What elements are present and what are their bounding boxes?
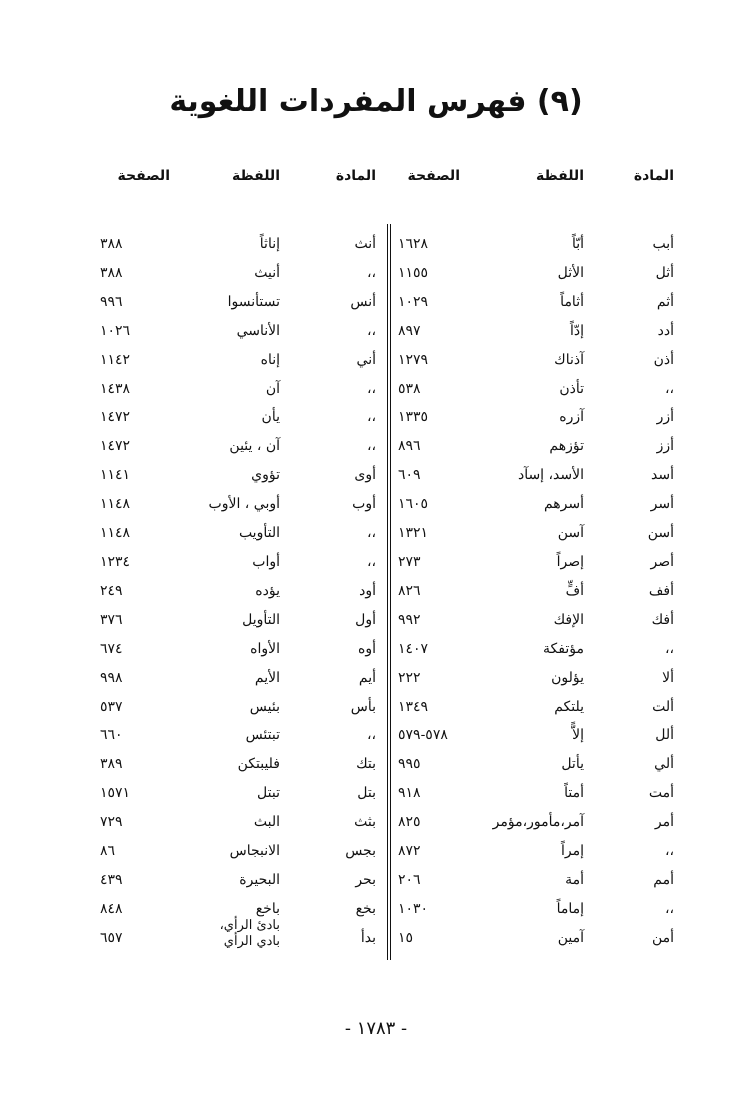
entry-page: ١٢٣٤ bbox=[100, 553, 131, 570]
header-page: الصفحة bbox=[407, 168, 460, 184]
entry-word: أوبي ، الأوب bbox=[208, 496, 280, 513]
header-word: اللفظة bbox=[536, 168, 584, 184]
entry-page: ٩٩٢ bbox=[398, 611, 421, 628]
entry-page: ٦٧٤ bbox=[100, 640, 123, 657]
entry-root: أذن bbox=[653, 351, 674, 368]
entry-root: ،، bbox=[366, 264, 376, 281]
index-entry bbox=[100, 635, 386, 664]
entry-word: آمين bbox=[557, 929, 584, 946]
index-entry bbox=[100, 403, 386, 432]
entry-page: ٥٧٨-٥٧٩ bbox=[398, 727, 448, 744]
entry-page: ١٣٣٥ bbox=[398, 409, 429, 426]
entry-word: فليبتكن bbox=[237, 756, 280, 773]
index-entry bbox=[100, 664, 386, 693]
index-entry bbox=[100, 375, 386, 404]
entry-root: أمم bbox=[653, 871, 674, 888]
header-root: المادة bbox=[633, 168, 674, 184]
entry-page: ١٠٢٦ bbox=[100, 322, 131, 339]
entry-root: ،، bbox=[664, 380, 674, 397]
entry-root: أمر bbox=[654, 814, 674, 831]
index-entry bbox=[398, 866, 674, 895]
entry-page: ١٢٧٩ bbox=[398, 351, 429, 368]
index-entry bbox=[398, 606, 674, 635]
entry-page: ١٠٢٩ bbox=[398, 293, 429, 310]
entry-page: ١١٥٥ bbox=[398, 264, 429, 281]
index-entry bbox=[100, 779, 386, 808]
entry-root: أمت bbox=[648, 785, 674, 802]
entry-root: بثث bbox=[354, 814, 376, 831]
header-root: المادة bbox=[335, 168, 376, 184]
entry-page: ١٣٤٩ bbox=[398, 698, 429, 715]
entry-page: ٩٩٥ bbox=[398, 756, 421, 773]
index-entry bbox=[398, 721, 674, 750]
entry-root: ،، bbox=[366, 553, 376, 570]
entry-root: أدد bbox=[657, 322, 674, 339]
entry-word: البث bbox=[253, 814, 280, 831]
entry-word: مؤتفكة bbox=[543, 640, 584, 657]
entry-root: بحر bbox=[355, 871, 376, 888]
index-entry bbox=[100, 721, 386, 750]
entry-root: أسد bbox=[651, 467, 674, 484]
entry-page: ٨٤٨ bbox=[100, 900, 123, 917]
entry-root: أني bbox=[356, 351, 376, 368]
entry-page: ٢٤٩ bbox=[100, 582, 123, 599]
column-divider bbox=[387, 224, 391, 960]
entry-root: ،، bbox=[366, 438, 376, 455]
entry-root: بتل bbox=[357, 785, 376, 802]
entry-word: باخع bbox=[255, 900, 280, 917]
index-entry bbox=[398, 519, 674, 548]
index-entry bbox=[100, 288, 386, 317]
entry-page: ١١٤١ bbox=[100, 467, 131, 484]
entry-root: أنث bbox=[354, 236, 376, 252]
index-entry bbox=[398, 230, 674, 259]
entry-word: أمتاً bbox=[564, 785, 584, 802]
index-entry bbox=[100, 548, 386, 577]
index-entry bbox=[100, 693, 386, 722]
entry-page: ١٤٣٨ bbox=[100, 380, 131, 397]
entry-word: التأويل bbox=[242, 611, 280, 628]
entry-root: بجس bbox=[345, 843, 376, 860]
entry-root: أوه bbox=[358, 640, 376, 657]
entry-word: الأواه bbox=[250, 640, 280, 657]
entry-root: أنس bbox=[350, 293, 376, 310]
entry-page: ٨٢٦ bbox=[398, 582, 421, 599]
entry-page: ٨٧٢ bbox=[398, 843, 421, 860]
entry-root: أفك bbox=[651, 611, 674, 628]
entry-word: بادئ الرأي، بادي الرأي bbox=[219, 917, 280, 949]
index-entry bbox=[398, 750, 674, 779]
column-header bbox=[398, 162, 674, 190]
index-entry bbox=[398, 577, 674, 606]
header-word: اللفظة bbox=[232, 168, 280, 184]
entry-word: الانبجاس bbox=[229, 843, 280, 860]
entry-word: أسرهم bbox=[543, 496, 584, 513]
index-entry bbox=[398, 432, 674, 461]
entry-root: أوى bbox=[354, 467, 376, 484]
entry-root: ،، bbox=[366, 727, 376, 744]
entry-root: أول bbox=[355, 611, 376, 628]
entry-root: ،، bbox=[664, 640, 674, 657]
entry-page: ١١٤٨ bbox=[100, 525, 131, 542]
entry-root: بدأ bbox=[360, 929, 376, 946]
entry-page: ١٤٠٧ bbox=[398, 640, 429, 657]
index-entry bbox=[398, 317, 674, 346]
entry-root: أثم bbox=[656, 293, 674, 310]
entry-word: إدّاً bbox=[569, 322, 584, 339]
index-entry bbox=[398, 779, 674, 808]
entry-word: إلاًّ bbox=[572, 727, 584, 744]
index-entry bbox=[100, 346, 386, 375]
index-entry bbox=[398, 635, 674, 664]
entry-root: ألل bbox=[655, 727, 674, 744]
entry-page: ٩٩٦ bbox=[100, 293, 123, 310]
entry-page: ٢٢٢ bbox=[398, 669, 421, 686]
entry-word: التأويب bbox=[238, 525, 280, 542]
entry-word: يأن bbox=[261, 409, 280, 426]
entry-root: ألت bbox=[652, 698, 674, 715]
entry-root: أيم bbox=[358, 669, 376, 686]
entry-page: ٨٩٦ bbox=[398, 438, 421, 455]
entry-root: ،، bbox=[366, 525, 376, 542]
entry-root: أود bbox=[359, 582, 376, 599]
index-entry bbox=[398, 375, 674, 404]
index-entry bbox=[398, 693, 674, 722]
entry-word: آزره bbox=[559, 409, 584, 426]
entry-root: بتك bbox=[356, 756, 376, 773]
entry-word: أبّاً bbox=[571, 236, 584, 252]
index-entry bbox=[398, 895, 674, 924]
index-column-left bbox=[100, 162, 386, 962]
index-entry bbox=[100, 490, 386, 519]
entry-word: آن ، يئين bbox=[229, 438, 280, 455]
entry-page: ٨٦ bbox=[100, 843, 116, 860]
entry-root: ،، bbox=[366, 380, 376, 397]
entry-word: أمة bbox=[565, 871, 584, 888]
index-entry bbox=[100, 317, 386, 346]
entry-root: أثل bbox=[655, 264, 674, 281]
entry-page: ١٤٧٢ bbox=[100, 438, 131, 455]
entry-root: أوب bbox=[352, 496, 376, 513]
entry-page: ٣٨٩ bbox=[100, 756, 123, 773]
entry-root: أصر bbox=[650, 553, 674, 570]
entry-word: إناثاً bbox=[259, 236, 280, 252]
page-number: - ١٧٨٣ - bbox=[344, 1018, 408, 1039]
entry-word: إماماً bbox=[556, 900, 584, 917]
entry-page: ٩١٨ bbox=[398, 785, 421, 802]
entry-page: ١١٤٨ bbox=[100, 496, 131, 513]
entry-word: يأتل bbox=[561, 756, 584, 773]
index-entry bbox=[100, 259, 386, 288]
entry-root: بخع bbox=[355, 900, 376, 917]
index-entry bbox=[398, 288, 674, 317]
index-entry bbox=[100, 750, 386, 779]
index-entry bbox=[100, 519, 386, 548]
entry-word: تأذن bbox=[559, 380, 584, 397]
entry-root: ،، bbox=[664, 843, 674, 860]
entry-page: ٢٠٦ bbox=[398, 871, 421, 888]
entry-page: ١٦٢٨ bbox=[398, 236, 429, 252]
entry-page: ٣٨٨ bbox=[100, 264, 123, 281]
entry-root: أزز bbox=[656, 438, 674, 455]
index-entry bbox=[100, 230, 386, 259]
entry-root: بأس bbox=[350, 698, 376, 715]
entry-root: ،، bbox=[366, 409, 376, 426]
entry-word: الإفك bbox=[553, 611, 584, 628]
entry-page: ١٥٧١ bbox=[100, 785, 131, 802]
entry-page: ١٠٣٠ bbox=[398, 900, 429, 917]
entry-page: ١٤٧٢ bbox=[100, 409, 131, 426]
entry-page: ٦٦٠ bbox=[100, 727, 123, 744]
entry-root: ألا bbox=[662, 669, 674, 686]
entry-word: الأثل bbox=[557, 264, 584, 281]
entry-root: أبب bbox=[652, 236, 674, 252]
entry-page: ١٣٢١ bbox=[398, 525, 429, 542]
index-entry bbox=[100, 837, 386, 866]
index-entry bbox=[398, 924, 674, 953]
column-header bbox=[100, 162, 386, 190]
index-entry bbox=[398, 490, 674, 519]
index-column-right bbox=[398, 162, 674, 962]
entry-page: ٨٩٧ bbox=[398, 322, 421, 339]
index-entry bbox=[100, 461, 386, 490]
entry-page: ٥٣٧ bbox=[100, 698, 123, 715]
index-entry bbox=[100, 606, 386, 635]
entry-word: تبتل bbox=[257, 785, 280, 802]
entry-page: ٣٧٦ bbox=[100, 611, 123, 628]
entry-word: تبتئس bbox=[245, 727, 280, 744]
entry-root: ،، bbox=[366, 322, 376, 339]
index-entry bbox=[398, 664, 674, 693]
entry-word: إناه bbox=[260, 351, 280, 368]
index-entry bbox=[100, 917, 386, 953]
entry-root: ألي bbox=[654, 756, 674, 773]
index-entry bbox=[398, 346, 674, 375]
entry-root: أزر bbox=[656, 409, 674, 426]
entry-word: البحيرة bbox=[239, 871, 280, 888]
entry-word: يؤده bbox=[255, 582, 280, 599]
entry-page: ١٥ bbox=[398, 929, 414, 946]
page-title: (٩) فهرس المفردات اللغوية bbox=[169, 84, 583, 119]
entry-word: أواب bbox=[252, 553, 280, 570]
entry-word: إمراً bbox=[560, 843, 584, 860]
entry-page: ٨٢٥ bbox=[398, 814, 421, 831]
index-entry bbox=[398, 259, 674, 288]
index-entry bbox=[398, 808, 674, 837]
entry-page: ٧٢٩ bbox=[100, 814, 123, 831]
entry-root: أسر bbox=[650, 496, 674, 513]
index-entry bbox=[398, 837, 674, 866]
entry-word: الأسد، إسآد bbox=[517, 467, 584, 484]
entry-word: الأناسي bbox=[236, 322, 280, 339]
entry-word: أنيث bbox=[254, 264, 280, 281]
entry-root: أمن bbox=[651, 929, 674, 946]
entry-word: تؤزهم bbox=[549, 438, 584, 455]
entry-page: ٢٧٣ bbox=[398, 553, 421, 570]
entry-page: ١١٤٢ bbox=[100, 351, 131, 368]
entry-root: أفف bbox=[648, 582, 674, 599]
entry-root: أسن bbox=[647, 525, 674, 542]
entry-page: ٤٣٩ bbox=[100, 871, 123, 888]
index-entry bbox=[100, 577, 386, 606]
index-entry bbox=[100, 866, 386, 895]
entry-word: بئيس bbox=[249, 698, 280, 715]
entry-word: آن bbox=[265, 380, 280, 397]
index-entry bbox=[100, 808, 386, 837]
entry-word: تستأنسوا bbox=[227, 293, 280, 310]
entry-page: ٣٨٨ bbox=[100, 236, 123, 252]
entry-page: ٦٥٧ bbox=[100, 929, 123, 946]
entry-word: يلتكم bbox=[554, 698, 584, 715]
entry-root: ،، bbox=[664, 900, 674, 917]
entry-word: إصراً bbox=[556, 553, 584, 570]
index-entry bbox=[398, 403, 674, 432]
entry-page: ٥٣٨ bbox=[398, 380, 421, 397]
entry-page: ٦٠٩ bbox=[398, 467, 421, 484]
entry-word: أثاماً bbox=[560, 293, 584, 310]
entry-word: الأيم bbox=[254, 669, 280, 686]
entry-word: تؤوي bbox=[251, 467, 280, 484]
entry-word: أفٍّ bbox=[565, 582, 584, 599]
entry-page: ١٦٠٥ bbox=[398, 496, 429, 513]
entry-word: آسن bbox=[557, 525, 584, 542]
entry-word: آذناك bbox=[554, 351, 584, 368]
index-entry bbox=[398, 548, 674, 577]
index-entry bbox=[398, 461, 674, 490]
header-page: الصفحة bbox=[117, 168, 170, 184]
entry-word: يؤلون bbox=[551, 669, 584, 686]
entry-page: ٩٩٨ bbox=[100, 669, 123, 686]
entry-word: آمر،مأمور،مؤمر bbox=[492, 814, 584, 831]
index-entry bbox=[100, 432, 386, 461]
